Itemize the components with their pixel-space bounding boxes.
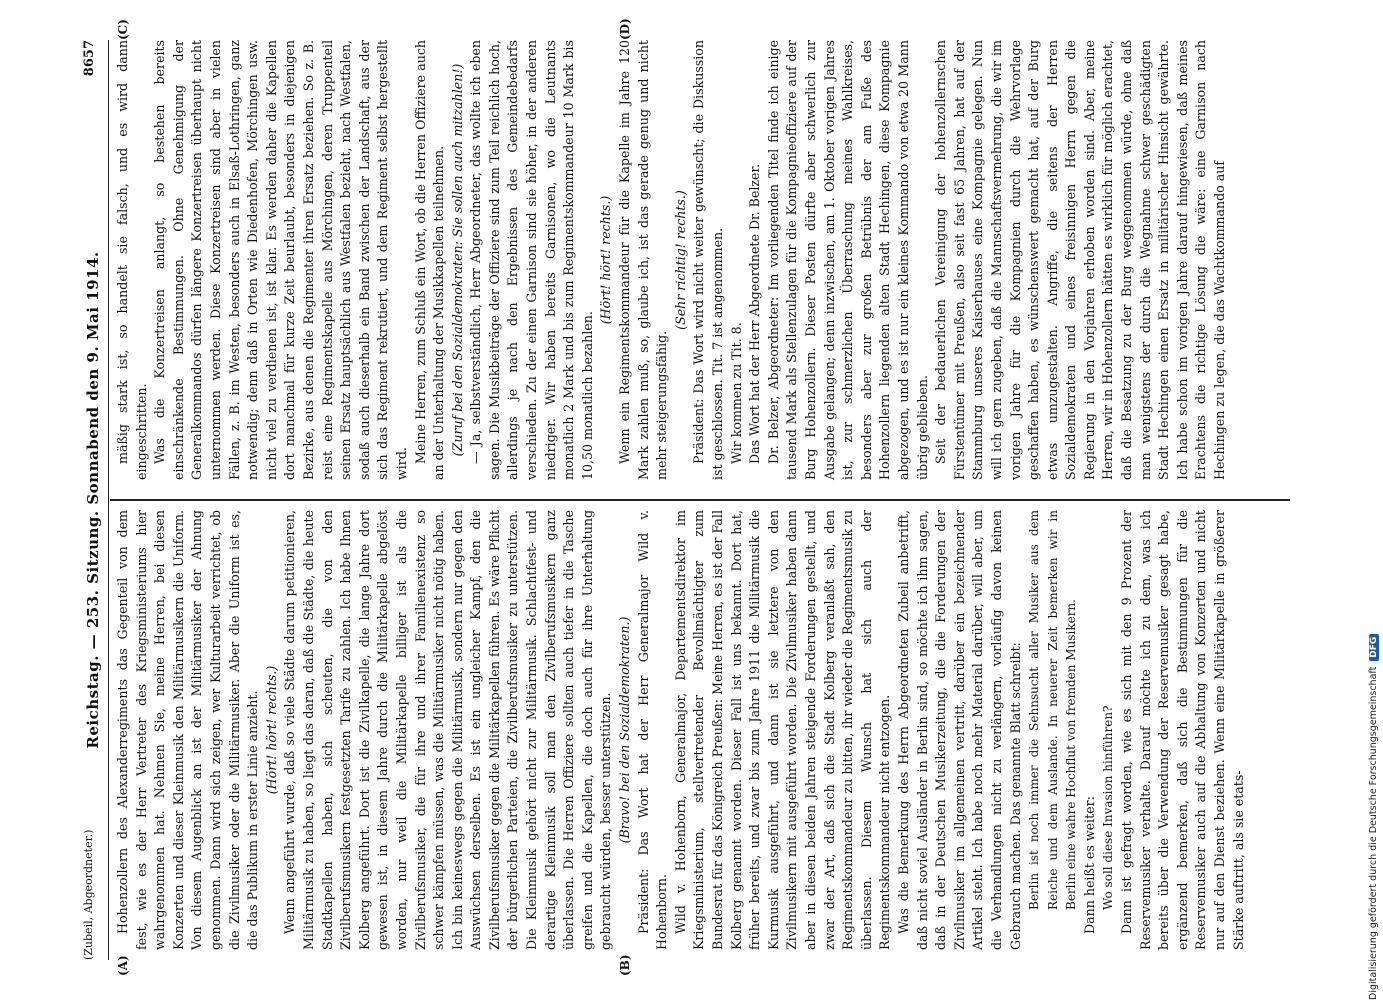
interjection: (Hört! hört! rechts.) bbox=[598, 195, 614, 325]
left-column bbox=[114, 510, 1248, 950]
credit-text: Digitalisierung gefördert durch die Deutsche Forschungsgemeinschaft bbox=[1368, 666, 1379, 1000]
session-title: Reichstag. — 253. Sitzung. Sonnabend den 9. Mai 1914. bbox=[84, 251, 102, 749]
paragraph: Präsident: Das Wort wird nicht weiter gewünscht; die Diskussion ist geschlossen. Tit. 7 ist angenommen. bbox=[691, 40, 725, 480]
margin-label-d: (D) bbox=[618, 18, 632, 40]
paragraph: Was die Konzertreisen anlangt, so bestehen bereits einschränkende Bestimmungen. Ohne Genehmigung der Generalkommandos dürfen längere Konzertreisen überhaupt nicht unternommen werden. Diese Konzertreisen sind aber in vielen Fällen, z. B. im Westen, besonders auch in Elsaß-Lothringen, ganz notwendig; denn daß in Orten wie Diedenhofen, Mörchingen usw. nicht viel zu verdienen ist, ist klar. Es werden daher die Kapellen dort manchmal für kurze Zeit beurlaubt, besonders in diejenigen Bezirke, aus denen die Regimenter ihren Ersatz beziehen. So z. B. reist eine Regimentskapelle aus Mörchingen, deren Truppenteil seinen Ersatz hauptsächlich aus Westfalen bezieht, nach Westfalen, sodaß auch dieserhalb ein Band zwischen der Landschaft, aus der sich das Regiment rekrutiert, und dem Regiment selbst hergestellt wird. bbox=[152, 40, 409, 480]
document-page bbox=[58, 0, 1338, 1000]
quoted-passage: Wo soll diese Invasion hinführen? bbox=[1101, 705, 1116, 910]
paragraph: Hohenzollern des Alexanderregiments das Gegenteil von dem fest, wie es der Herr Vertreter des Kriegsministeriums hier wahrgenommen hat. Nehmen Sie, meine Herren, bei diesen Konzerten und dieser Kleinmusik den Militärmusikern die Uniform. Von diesem Augenblick an ist der Militärmusiker der Ahnung genommen. Dann wird sich zeigen, wer Kulturarbeit verrichtet, ob die Zivilmusiker oder die Militärmusiker. Aber die Uniform ist es, die das Publikum in erster Linie anzieht. bbox=[115, 510, 261, 950]
paragraph: mäßig stark ist, so handelt sie falsch, und es wird dann eingeschritten. bbox=[115, 40, 149, 480]
paragraph: Was die Bemerkung des Herrn Abgeordneten Zubeil anbetrifft, daß nicht soviel Ausländer in Berlin sind, so möchte ich ihm sagen, daß in der Deutschen Musikerzeitung, die die Forderungen der Zivilmusiker im allgemeinen vertritt, darüber ein bezeichnender Artikel steht. Ich habe noch mehr Material darüber, will aber, um die Verhandlungen nicht zu verlängern, vorläufig davon keinen Gebrauch machen. Das genannte Blatt schreibt: bbox=[895, 510, 1023, 950]
quoted-passage: Berlin ist noch immer die Sehnsucht aller Musiker aus dem Reiche und dem Auslande. In neuerer Zeit bemerken wir in Berlin eine wahre Hochflut von fremden Musikern. bbox=[1027, 510, 1079, 910]
interjection: (Sehr richtig! rechts.) bbox=[672, 190, 688, 330]
paragraph: Dr. Belzer, Abgeordneter: Im vorliegenden Titel finde ich einige tausend Mark als Stellenzulagen für die Kompagnieoffiziere auf der Burg Hohenzollern. Dieser Posten dürfte aber schwerlich zur Ausgabe gelangen; denn inzwischen, am 1. Oktober vorigen Jahres ist, zur schmerzlichen Überraschung meines Wahlkreises, besonders aber zur großen Betrübnis der am Fuße des Hohenzollern liegenden alten Stadt Hechingen, diese Kompagnie abgezogen, und es ist nur ein kleines Kommando von etwa 20 Mann übrig geblieben. bbox=[765, 40, 930, 480]
margin-label-c: (C) bbox=[116, 19, 130, 40]
margin-label-a: (A) bbox=[116, 955, 130, 976]
paragraph: Das Wort hat der Herr Abgeordnete Dr. Belzer. bbox=[747, 163, 763, 464]
dfg-logo: DFG bbox=[1369, 634, 1379, 661]
speaker-continuation: (Zubeil, Abgeordneter.) bbox=[82, 829, 95, 960]
paragraph: Meine Herren, zum Schluß ein Wort, ob die Herren Offiziere auch an der Unterhaltung der Musikkapellen teilnehmen. bbox=[412, 40, 447, 480]
column-divider bbox=[110, 500, 1290, 502]
paragraph: Wild v. Hohenborn, Generalmajor, Departementsdirektor im Kriegsministerium, stellvertretender Bevollmächtigter zum Bundesrat für das Königreich Preußen: Meine Herren, es ist der Fall Kolberg genannt worden. Dieser Fall ist uns bekannt. Dort hat, früher bereits, und zwar bis zum Jahre 1911 die Militärmusik die Kurmusik ausgeführt, und dann ist sie letztere von den Zivilmusikern mit ausgeführt worden. Die Zivilmusiker haben dann aber in diesen beiden Jahren steigende Forderungen gestellt, und zwar der Art, daß sich die Stadt Kolberg veranlaßt sah, den Regimentskommandeur zu bitten, ihr wieder die Regimentsmusik zu überlassen. Diesem Wunsch hat sich auch der Regimentskommandeur nicht entzogen. bbox=[672, 510, 893, 950]
right-column bbox=[114, 40, 1230, 480]
interjection: (Bravo! bei den Sozialdemokraten.) bbox=[617, 616, 633, 844]
paragraph: Dann ist gefragt worden, wie es sich mit den 9 Prozent der Reservemusiker verhalte. Darauf möchte ich zu dem, was ich bereits über die Verwendung der Reservemusiker gesagt habe, ergänzend bemerken, daß sich die Bestimmungen für die Reservemusiker auch auf die Abhaltung von Konzerten und nicht nur auf den Dienst beziehen. Wenn eine Militärkapelle in größerer Stärke auftritt, als sie etats- bbox=[1119, 510, 1246, 950]
paragraph: Dann heißt es weiter: bbox=[1081, 796, 1097, 934]
paragraph: Seit der bedauerlichen Vereinigung der hohenzollernschen Fürstentümer mit Preußen, also seit fast 65 Jahren, hat auf der Stammburg unseres Kaiserhauses eine Kompagnie gelegen. Nun will ich gern zugeben, daß die Mannschaftsvermehrung, die wir im vorigen Jahre für die Kompagnien durch die Wehrvorlage geschaffen haben, es wünschenswert gemacht hat, auf der Burg etwas umzugestalten. Angriffe, die seitens der Herren Sozialdemokraten und eines freisinnigen Herrn gegen die Regierung in den Vorjahren erhoben worden sind. Aber, meine Herren, wir in Hohenzollern hätten es wirklich für möglich erachtet, daß die Besatzung zu der Burg weggenommen würde, ohne daß man wenigstens der durch die Wegnahme schwer geschädigten Stadt Hechingen einen Ersatz in militärischer Hinsicht gewährte. Ich habe schon im vorigen Jahre darauf hingewiesen, daß meines Erachtens die richtige Lösung die wäre: eine Garnison nach Hechingen zu legen, die das Wachtkommando auf bbox=[933, 40, 1228, 480]
paragraph: Präsident: Das Wort hat der Herr Generalmajor Wild v. Hohenborn. bbox=[635, 510, 670, 950]
margin-label-b: (B) bbox=[618, 954, 632, 976]
paragraph: Wir kommen zu Tit. 8. bbox=[728, 322, 744, 464]
page-header bbox=[78, 40, 109, 960]
paragraph: Wenn ein Regimentskommandeur für die Kapelle im Jahre 120 Mark zahlen muß, so, glaube ich, ist das gerade genug und nicht mehr steigerungsfähig. bbox=[617, 40, 670, 480]
paragraph: Wenn angeführt wurde, daß so viele Städte darum petitionieren, Militärmusik zu haben, so liegt das daran, daß die Städte, die heute Stadtkapellen haben, sich scheuten, die von den Zivilberufsmusikern festgesetzten Tarife zu zahlen. Ich habe Ihnen Kolberg angeführt. Dort ist die Zivilkapelle, die lange Jahre dort gewesen ist, in diesem Jahre durch die Militärkapelle abgelöst worden, nur weil die Militärkapelle billiger ist als die Zivilberufsmusiker, die für ihre und ihrer Familienexistenz so schwer kämpfen müssen, was die Militärmusiker nicht nötig haben. Ich bin keineswegs gegen die Militärmusik, sondern nur gegen den Auswüchsen derselben. Es ist ein ungleicher Kampf, den die Zivilberufsmusiker gegen die Militärkapellen führen. Es wäre Pflicht der bürgerlichen Parteien, die Zivilberufsmusiker zu unterstützen. Die Kleinmusik gehört nicht zur Militärmusik. Schlachtfest- und derartige Kleinmusik soll man den Zivilberufsmusikern ganz überlassen. Die Herren Offiziere sollten auch tiefer in die Tasche greifen und die Kapellen, die doch auch für ihre Unterhaltung gebraucht würden, besser unterstützen. bbox=[282, 510, 614, 950]
digitization-credit bbox=[1368, 0, 1383, 1000]
interjection: (Hört! hört! rechts.) bbox=[263, 665, 279, 795]
interjection: (Zuruf bei den Sozialdemokraten: Sie sollen auch mitzahlen!) bbox=[449, 63, 465, 457]
page-number: 8657 bbox=[82, 40, 97, 77]
paragraph: — Ja, selbstverständlich, Herr Abgeordneter, das wollte ich eben sagen. Die Musikbeiträge der Offiziere sind zum Teil reichlich hoch, allerdings je nach den Ergebnissen des Gemeindebedarfs verschieden. Zu der einen Garnison sind sie höher, in der anderen niedriger. Wir haben bereits Garnisonen, wo die Leutnants monatlich 2 Mark und bis zum Regimentskommandeur 10 Mark bis 10,50 monatlich bezahlen. bbox=[468, 40, 595, 480]
